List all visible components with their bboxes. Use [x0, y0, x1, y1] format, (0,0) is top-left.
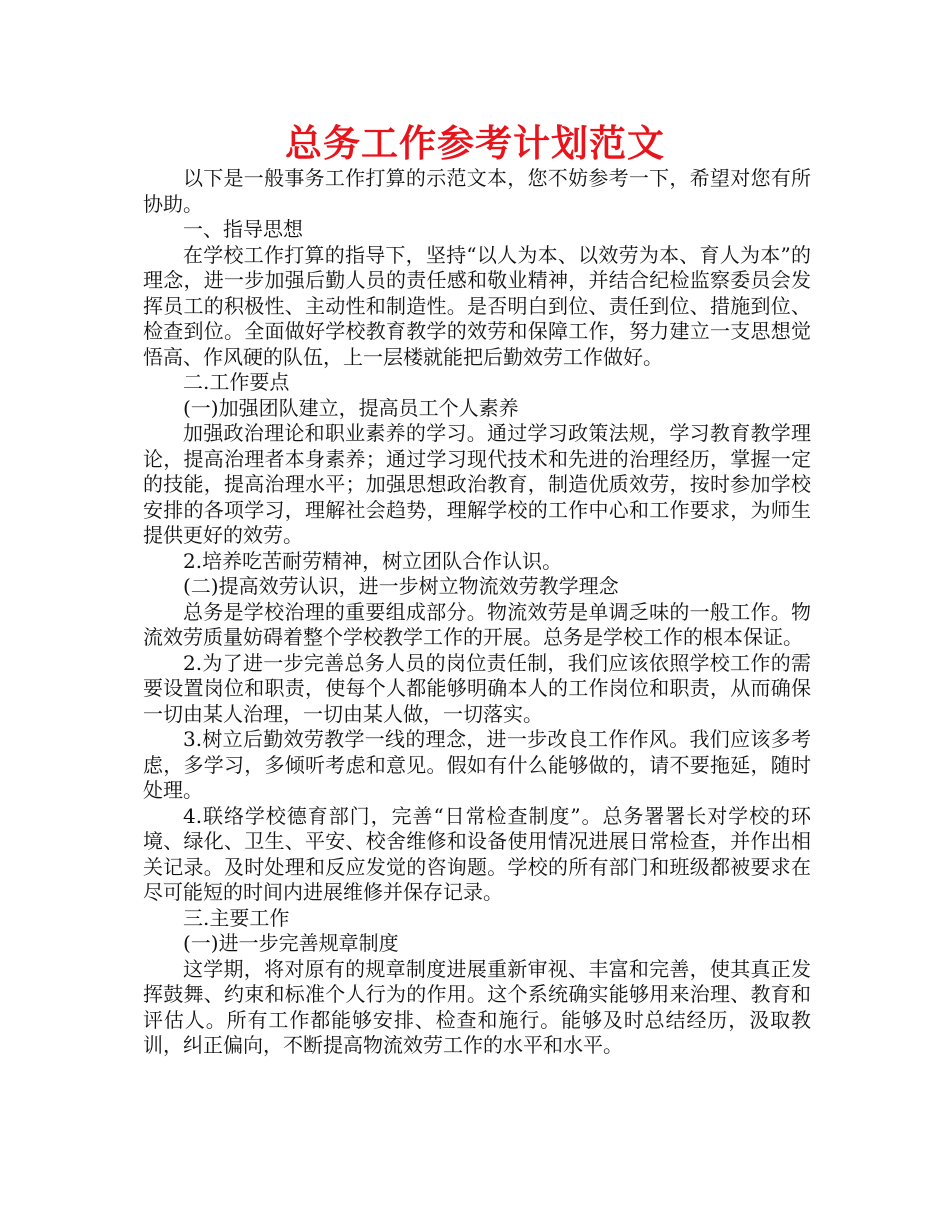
section-heading-work-points: 二.工作要点	[183, 370, 290, 394]
document-body	[143, 166, 811, 1059]
document-title: 总务工作参考计划范文	[285, 122, 665, 165]
subsection-heading: (二)提高效劳认识，进一步树立物流效劳教学理念	[183, 574, 619, 598]
body-paragraph: 这学期，将对原有的规章制度进展重新审视、丰富和完善，使其真正发挥鼓舞、约束和标准个人行为的作用。这个系统确实能够用来治理、教育和评估人。所有工作都能够安排、检查和施行。能够及时总结经历，汲取教训，纠正偏向，不断提高物流效劳工作的水平和水平。	[143, 956, 811, 1057]
numbered-item: 3.树立后勤效劳教学一线的理念，进一步改良工作作风。我们应该多考虑，多学习，多倾听考虑和意见。假如有什么能够做的，请不要拖延，随时处理。	[143, 727, 811, 802]
body-paragraph: 加强政治理论和职业素养的学习。通过学习政策法规，学习教育教学理论，提高治理者本身素养；通过学习现代技术和先进的治理经历，掌握一定的技能，提高治理水平；加强思想政治教育，制造优质效劳，按时参加学校安排的各项学习，理解社会趋势，理解学校的工作中心和工作要求，为师生提供更好的效劳。	[143, 421, 811, 547]
subsection-heading: (一)加强团队建立，提高员工个人素养	[183, 395, 519, 420]
body-paragraph: 在学校工作打算的指导下，坚持“以人为本、以效劳为本、育人为本”的理念，进一步加强后勤人员的责任感和敬业精神，并结合纪检监察委员会发挥员工的积极性、主动性和制造性。是否明白到位、责任到位、措施到位、检查到位。全面做好学校教育教学的效劳和保障工作，努力建立一支思想觉悟高、作风硬的队伍，上一层楼就能把后勤效劳工作做好。	[143, 242, 811, 369]
numbered-item: 2.为了进一步完善总务人员的岗位责任制，我们应该依照学校工作的需要设置岗位和职责，使每个人都能够明确本人的工作岗位和职责，从而确保一切由某人治理，一切由某人做，一切落实。	[143, 650, 811, 726]
subsection-heading: (一)进一步完善规章制度	[183, 931, 399, 955]
numbered-item: 4.联络学校德育部门，完善“日常检查制度”。总务署署长对学校的环境、绿化、卫生、平安、校舍维修和设备使用情况进展日常检查，并作出相关记录。及时处理和反应发觉的咨询题。学校的所有部门和班级都被要求在尽可能短的时间内进展维修并保存记录。	[143, 803, 811, 904]
section-heading-main-work: 三.主要工作	[183, 905, 290, 930]
numbered-item: 2.培养吃苦耐劳精神，树立团队合作认识。	[183, 548, 563, 573]
intro-paragraph: 以下是一般事务工作打算的示范文本，您不妨参考一下，希望对您有所协助。	[143, 166, 811, 216]
section-heading-guiding-thought: 一、指导思想	[183, 217, 303, 241]
body-paragraph: 总务是学校治理的重要组成部分。物流效劳是单调乏味的一般工作。物流效劳质量妨碍着整个学校教学工作的开展。总务是学校工作的根本保证。	[143, 599, 811, 649]
